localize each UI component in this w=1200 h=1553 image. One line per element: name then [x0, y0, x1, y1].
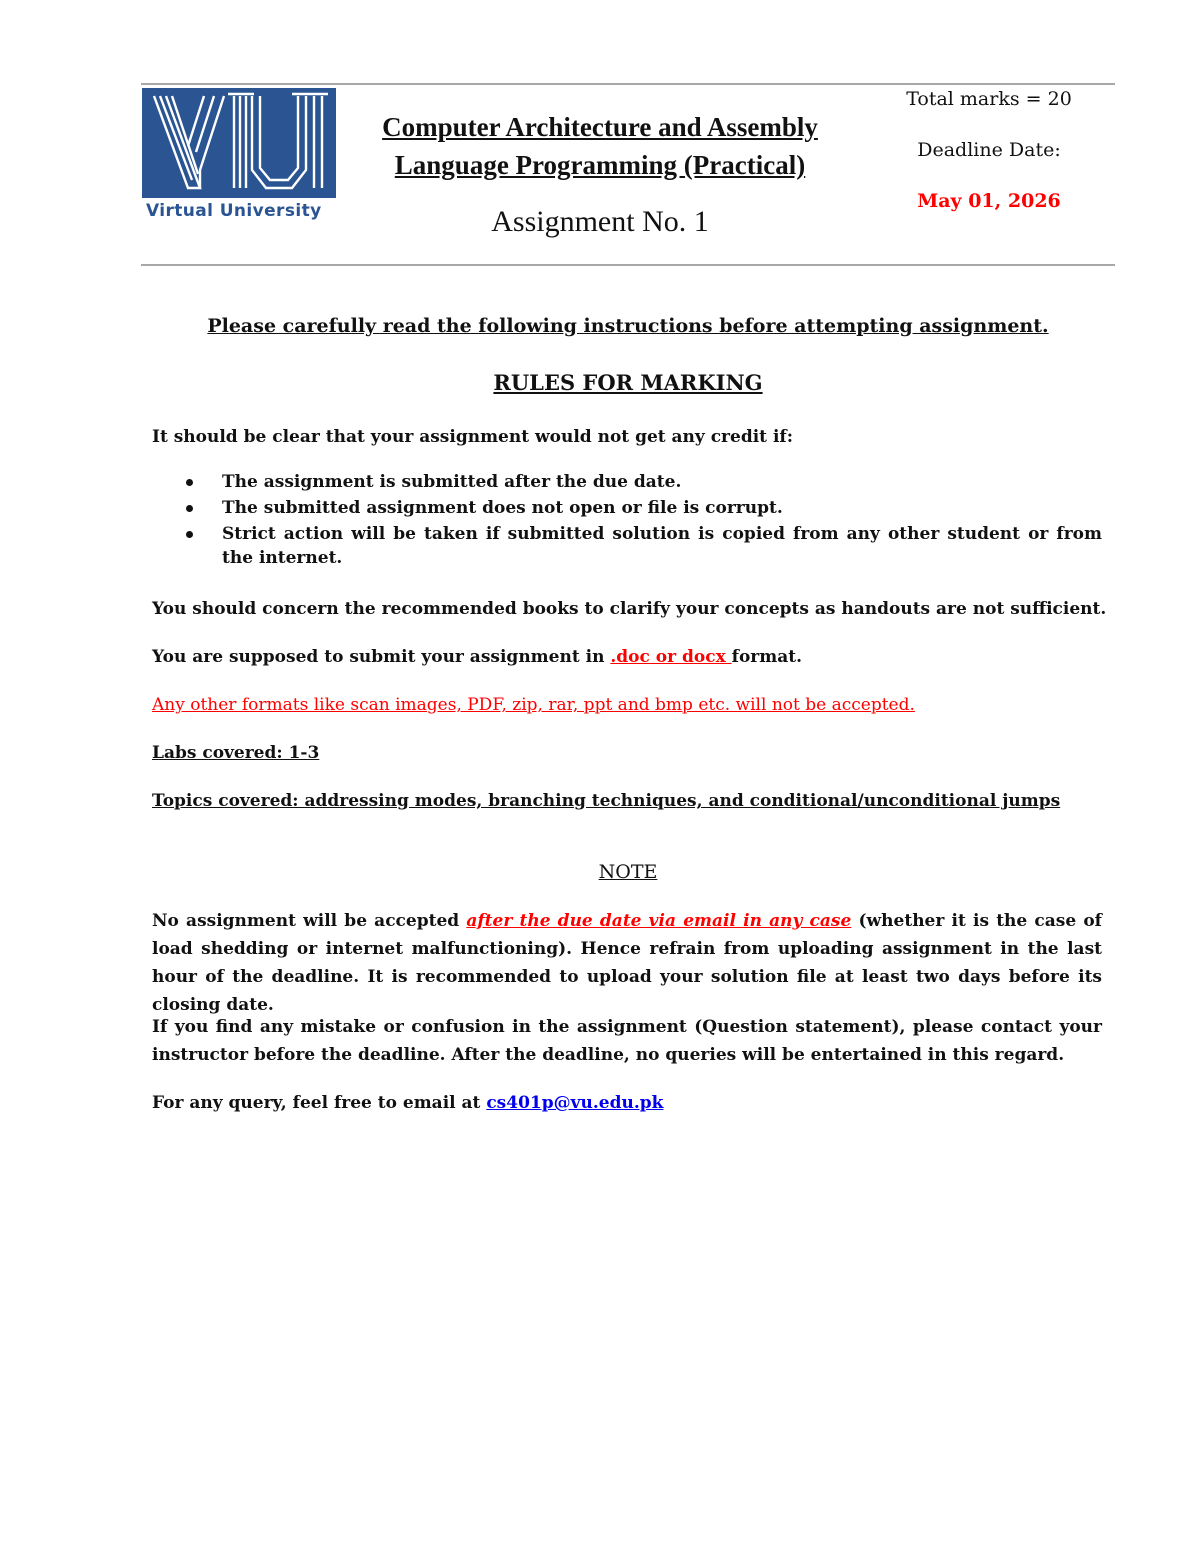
- mistake-paragraph: If you find any mistake or confusion in the assignment (Question statement), please contact your instructor before the deadline. After the deadline, no queries will be entertained in this regard.: [152, 1017, 1102, 1065]
- rules-bullet-list: [186, 470, 1102, 572]
- course-title-line-1: Computer Architecture and Assembly: [382, 112, 818, 142]
- rules-heading: RULES FOR MARKING: [493, 370, 763, 395]
- format-line: [152, 643, 1102, 671]
- recommended-books-line: You should concern the recommended books to clarify your concepts as handouts are not sufficient.: [152, 599, 1107, 619]
- list-item-text: The assignment is submitted after the due date.: [222, 472, 682, 492]
- marks-block: [878, 86, 1100, 214]
- vu-logo-mark: [142, 88, 336, 198]
- note-heading: NOTE: [598, 861, 658, 883]
- list-item: [186, 522, 1102, 570]
- list-item: [186, 496, 1102, 520]
- format-highlight: .doc or docx: [610, 647, 732, 667]
- other-formats-warning: Any other formats like scan images, PDF, zip, rar, ppt and bmp etc. will not be accepted.: [152, 695, 915, 715]
- format-prefix: You are supposed to submit your assignment in: [152, 647, 611, 667]
- bullet-icon: [186, 531, 193, 538]
- list-item-text: Strict action will be taken if submitted solution is copied from any other student or from the internet.: [222, 524, 1102, 568]
- list-item: [186, 470, 1102, 494]
- deadline-label: Deadline Date:: [917, 139, 1061, 161]
- assignment-title: Assignment No. 1: [491, 205, 709, 238]
- note-prefix: No assignment will be accepted: [152, 911, 467, 931]
- note-highlight: after the due date via email in any case: [466, 911, 852, 931]
- deadline-date: May 01, 2026: [917, 190, 1061, 212]
- query-line: [152, 1089, 1102, 1117]
- course-title-line-2: Language Programming (Practical): [394, 150, 806, 180]
- bullet-icon: [186, 479, 193, 486]
- list-item-text: The submitted assignment does not open or file is corrupt.: [222, 498, 783, 518]
- note-paragraph: [152, 907, 1102, 1019]
- note-suffix: (whether it is the case of load shedding or internet malfunctioning). Hence refrain from uploading assignment in the last hour of the deadline. It is recommended to upload your solution file at least two days before its closing date.: [152, 911, 1102, 1015]
- header-bottom-rule: [141, 264, 1115, 266]
- labs-covered: Labs covered: 1-3: [152, 743, 320, 763]
- logo-caption: Virtual University: [146, 201, 322, 221]
- topics-covered: Topics covered: addressing modes, branching techniques, and conditional/unconditional jumps: [152, 791, 1061, 811]
- query-prefix: For any query, feel free to email at: [152, 1093, 487, 1113]
- credit-intro: It should be clear that your assignment would not get any credit if:: [152, 427, 793, 447]
- email-link[interactable]: cs401p@vu.edu.pk: [486, 1093, 664, 1113]
- format-suffix: format.: [731, 647, 803, 667]
- title-block: [330, 108, 870, 239]
- total-marks: Total marks = 20: [906, 88, 1072, 110]
- header-top-rule: [141, 83, 1115, 85]
- vu-logo: [142, 88, 336, 228]
- bullet-icon: [186, 505, 193, 512]
- instructions-heading: Please carefully read the following instructions before attempting assignment.: [207, 315, 1049, 337]
